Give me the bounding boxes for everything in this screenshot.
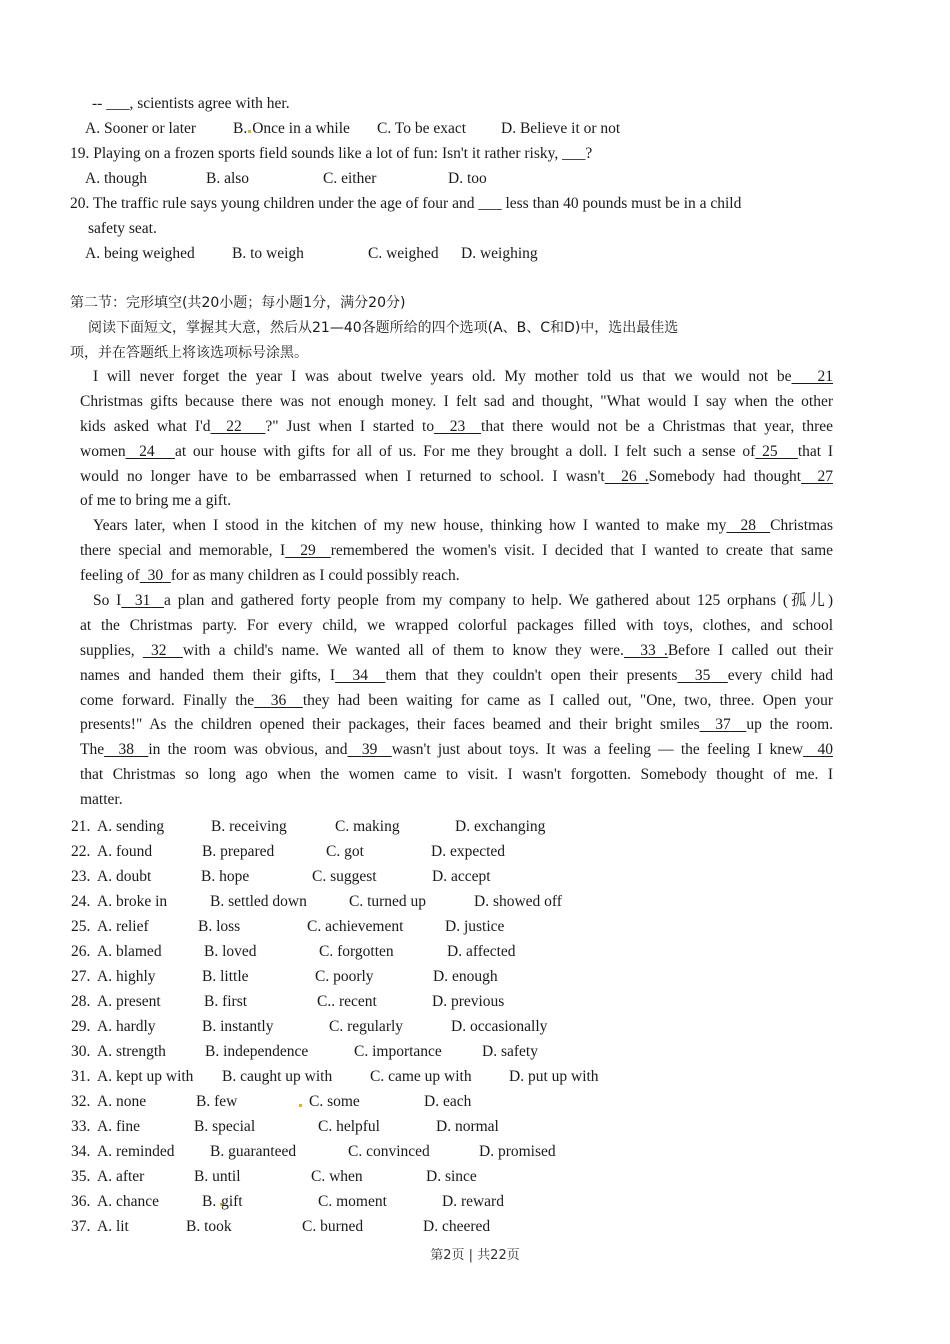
blank-number: 39 [361,741,378,759]
option-b: B. independence [205,1043,309,1060]
passage-text: up the room. [746,716,834,734]
highlight-mark-icon [299,1104,302,1107]
blank-number: 30 [147,566,164,584]
option-c: C. got [326,843,364,860]
option-c: C. came up with [370,1068,472,1085]
option-d: D. showed off [474,893,562,910]
option-d: D. reward [442,1193,504,1210]
passage-line [80,440,833,465]
q18-option-b-letter: B. [233,120,248,137]
question-number: 30. [71,1043,91,1060]
option-d: D. enough [433,968,498,985]
passage-text: The [80,741,105,759]
option-c: C. importance [354,1043,442,1060]
blank-number: 40 [817,741,833,759]
question-row-32 [0,1092,950,1112]
question-row-35 [0,1167,950,1187]
option-a: A. hardly [97,1018,156,1035]
option-d: D. accept [432,868,491,885]
option-a: A. fine [97,1118,141,1135]
option-d: D. expected [431,843,506,860]
q18-option-b-text: Once in a while [252,120,350,137]
option-c: C. making [335,818,400,835]
passage-text: Before I called out their [667,641,834,659]
option-b: B. little [202,968,249,985]
option-a: A. found [97,843,153,860]
option-b: B. settled down [210,893,307,910]
passage-line [80,564,833,589]
question-number: 21. [71,818,91,835]
passage-line [80,738,833,763]
passage-text: kids asked what I'd [80,417,211,435]
option-a: A. broke in [97,893,168,910]
question-number: 25. [71,918,91,935]
q20-option-c: C. weighed [368,245,439,262]
passage-line [80,489,833,514]
blank-33 [624,642,668,659]
question-number: 34. [71,1143,91,1160]
page-indicator: 第2页 | 共22页 [430,1248,520,1263]
option-c: C. when [311,1168,363,1185]
passage-text: that there would not be a Christmas that year, three [481,417,834,435]
option-d: D. previous [432,993,505,1010]
question-number: 37. [71,1218,91,1235]
passage-text: feeling of [80,566,140,584]
q19-stem: 19. Playing on a frozen sports field sounds like a lot of fun: Isn't it rather risky, ___? [70,145,593,162]
option-b-text: gift [221,1193,243,1210]
page-footer [0,1244,950,1263]
passage-paragraph-2 [80,514,833,589]
blank-29 [285,542,331,559]
question-row-34 [0,1142,950,1162]
option-d: D. safety [482,1043,538,1060]
q18-option-a: A. Sooner or later [85,120,197,137]
q18-stem-tail: -- ___, scientists agree with her. [92,95,290,112]
blank-number: 26 . [621,467,649,485]
question-row-37 [0,1217,950,1237]
option-c: C. regularly [329,1018,404,1035]
blank-24 [126,443,175,460]
blank-25 [755,443,798,460]
question-row-25 [0,917,950,937]
passage-line [80,788,833,813]
passage-text: supplies, [80,641,143,659]
section-instruction-line2: 项，并在答题纸上将该选项标号涂黑。 [70,345,308,361]
blank-number: 21 [817,368,834,385]
blank-36 [254,692,303,709]
option-d: D. normal [436,1118,499,1135]
option-b: B. caught up with [222,1068,333,1085]
passage-text: wasn't just about toys. It was a feeling — the feeling I knew [391,741,804,759]
question-row-22 [0,842,950,862]
passage-line [80,465,833,490]
question-row-29 [0,1017,950,1037]
option-c: C.. recent [317,993,377,1010]
question-row-26 [0,942,950,962]
question-row-28 [0,992,950,1012]
blank-22 [211,418,266,435]
q20-option-b: B. to weigh [232,245,304,262]
option-b: B. loss [198,918,241,935]
blank-34 [335,667,385,684]
question-number: 26. [71,943,91,960]
question-row-36 [0,1192,950,1212]
q19-option-d: D. too [448,170,487,187]
option-c: C. turned up [349,893,427,910]
option-d: D. justice [445,918,505,935]
blank-40 [803,741,833,758]
passage-line [80,689,833,714]
question-row-24 [0,892,950,912]
passage-paragraph-3 [80,589,833,813]
blank-38 [104,741,148,758]
option-c: C. moment [318,1193,387,1210]
question-number: 24. [71,893,91,910]
option-c: C. helpful [318,1118,380,1135]
question-number: 35. [71,1168,91,1185]
question-row-33 [0,1117,950,1137]
option-a: A. present [97,993,161,1010]
q20-option-a: A. being weighed [85,245,195,262]
passage-text: them that they couldn't open their presents [385,666,678,684]
option-b: B. loved [204,943,257,960]
option-a: A. none [97,1093,147,1110]
option-b: B. took [186,1218,232,1235]
option-c: C. forgotten [319,943,394,960]
question-number: 28. [71,993,91,1010]
option-c: C. burned [302,1218,364,1235]
option-a: A. after [97,1168,145,1185]
question-row-23 [0,867,950,887]
blank-number: 24 [139,442,155,460]
blank-32 [143,642,183,659]
option-a: A. relief [97,918,149,935]
passage-text: in the room was obvious, and [148,741,348,759]
blank-number: 34 [352,666,369,684]
blank-number: 38 [118,741,134,759]
blank-39 [347,741,391,758]
passage-text: remembered the women's visit. I decided that I wanted to create that same [330,541,833,559]
passage-text: come forward. Finally the [80,691,255,709]
passage-text: at the Christmas party. For every child, we wrapped colorful packages filled with toys, clothes, and school [80,616,833,634]
passage-text: matter. [80,791,123,809]
passage-line [80,763,833,788]
option-a: A. chance [97,1193,159,1210]
option-b: B. guaranteed [210,1143,297,1160]
question-number: 22. [71,843,91,860]
option-d: D. put up with [509,1068,599,1085]
q18-option-d: D. Believe it or not [501,120,621,137]
question-row-27 [0,967,950,987]
blank-number: 25 [762,442,778,460]
question-number: 36. [71,1193,91,1210]
option-d: D. since [426,1168,477,1185]
option-b: B. first [204,993,248,1010]
passage-text: that I [797,442,834,460]
q19-option-b: B. also [206,170,250,187]
option-c: C. convinced [348,1143,430,1160]
blank-23 [434,418,481,435]
option-d: D. promised [479,1143,556,1160]
blank-number: 35 [694,666,711,684]
option-b [202,1192,243,1212]
blank-37 [700,716,747,733]
passage-text: ?" Just when I started to [265,417,435,435]
blank-number: 27 [817,467,833,485]
q18-option-b [233,119,350,139]
passage-line [80,390,833,415]
option-b: B. receiving [211,818,287,835]
blank-number: 31 [134,592,151,609]
option-d: D. exchanging [455,818,546,835]
passage-line [80,415,833,440]
option-b: B. prepared [202,843,275,860]
passage-text: for as many children as I could possibly reach. [170,566,460,584]
passage-text: there special and memorable, I [80,541,286,559]
passage-text: that Christmas so long ago when the women came to visit. I wasn't forgotten. Somebody thought of me. I [80,766,833,784]
option-c: C. poorly [315,968,374,985]
question-number: 31. [71,1068,91,1085]
blank-26 [605,468,649,485]
q20-stem-line2: safety seat. [88,220,157,237]
passage-line [80,539,833,564]
option-b: B. hope [201,868,250,885]
option-d: D. cheered [423,1218,491,1235]
option-d: D. occasionally [451,1018,548,1035]
question-row-30 [0,1042,950,1062]
passage-text: at our house with gifts for all of us. For me they brought a doll. I felt such a sense of [174,442,756,460]
passage-text: names and handed them their gifts, I [80,666,336,684]
question-number: 33. [71,1118,91,1135]
q19-option-a: A. though [85,170,147,187]
option-a: A. kept up with [97,1068,194,1085]
highlight-mark-icon [248,130,251,133]
blank-31 [121,592,164,609]
passage-text: So I [93,592,122,609]
option-d: D. affected [447,943,516,960]
passage-text: Christmas gifts because there was not enough money. I felt sad and thought, "What would I say when the other [80,392,833,410]
option-a: A. strength [97,1043,166,1060]
blank-number: 29 [300,541,316,559]
passage-text: a plan and gathered forty people from my company to help. We gathered about 125 orphans (孤儿) [164,592,834,609]
passage-text: of me to bring me a gift. [80,492,232,510]
question-number: 23. [71,868,91,885]
blank-number: 22 [226,417,242,435]
option-c: C. suggest [312,868,377,885]
question-row-31 [0,1067,950,1087]
passage-line [80,639,833,664]
passage-text: with a child's name. We wanted all of them to know they were. [182,641,624,659]
question-row-21 [0,817,950,837]
passage-text: they had been waiting for came as I called out, "One, two, three. Open your [302,691,834,709]
passage-text: I will never forget the year I was about twelve years old. My mother told us that we would not be [93,368,792,385]
blank-number: 23 [449,417,466,435]
question-number: 27. [71,968,91,985]
blank-number: 36 [270,691,287,709]
option-a: A. sending [97,818,165,835]
option-a: A. lit [97,1218,129,1235]
option-c: C. achievement [307,918,404,935]
option-a: A. blamed [97,943,162,960]
question-number: 29. [71,1018,91,1035]
blank-number: 37 [715,716,731,734]
blank-21 [792,368,834,385]
passage-line [80,664,833,689]
option-b: B. special [194,1118,256,1135]
section-heading: 第二节：完形填空(共20小题；每小题1分，满分20分) [70,295,406,311]
passage-text: Christmas [770,517,833,534]
passage-line [80,589,833,614]
blank-30 [140,567,171,584]
blank-number: 32 [151,641,167,659]
passage-text: women [80,442,126,460]
q19-option-c: C. either [323,170,377,187]
option-b: B. instantly [202,1018,274,1035]
passage-text: would no longer have to be embarrassed when I returned to school. I wasn't [80,467,605,485]
q18-option-c: C. To be exact [377,120,467,137]
passage-paragraph-1 [80,365,833,514]
option-a: A. doubt [97,868,152,885]
option-a: A. highly [97,968,156,985]
q20-option-d: D. weighing [461,245,538,262]
passage-line [80,614,833,639]
passage-line [80,514,833,539]
option-b: B. until [194,1168,241,1185]
blank-27 [801,468,833,485]
option-d: D. each [424,1093,472,1110]
option-b-letter: B. [202,1193,217,1210]
option-b: B. few [196,1093,238,1110]
passage-line [80,713,833,738]
blank-28 [726,517,770,534]
passage-text: Years later, when I stood in the kitchen of my new house, thinking how I wanted to make my [93,517,727,534]
option-c: C. some [309,1093,360,1110]
blank-35 [677,667,727,684]
q20-stem-line1: 20. The traffic rule says young children under the age of four and ___ less than 40 pounds must be in a child [70,195,742,212]
passage-text: presents!" As the children opened their packages, their faces beamed and their bright smiles [80,716,700,734]
blank-number: 28 [740,517,757,534]
passage-text: Somebody had thought [648,467,802,485]
blank-number: 33 . [640,641,668,659]
section-instruction-line1: 阅读下面短文，掌握其大意，然后从21—40各题所给的四个选项(A、B、C和D)中，选出最佳选 [88,320,679,336]
passage-text: every child had [727,666,834,684]
question-number: 32. [71,1093,91,1110]
passage-line [80,365,833,390]
option-a: A. reminded [97,1143,175,1160]
